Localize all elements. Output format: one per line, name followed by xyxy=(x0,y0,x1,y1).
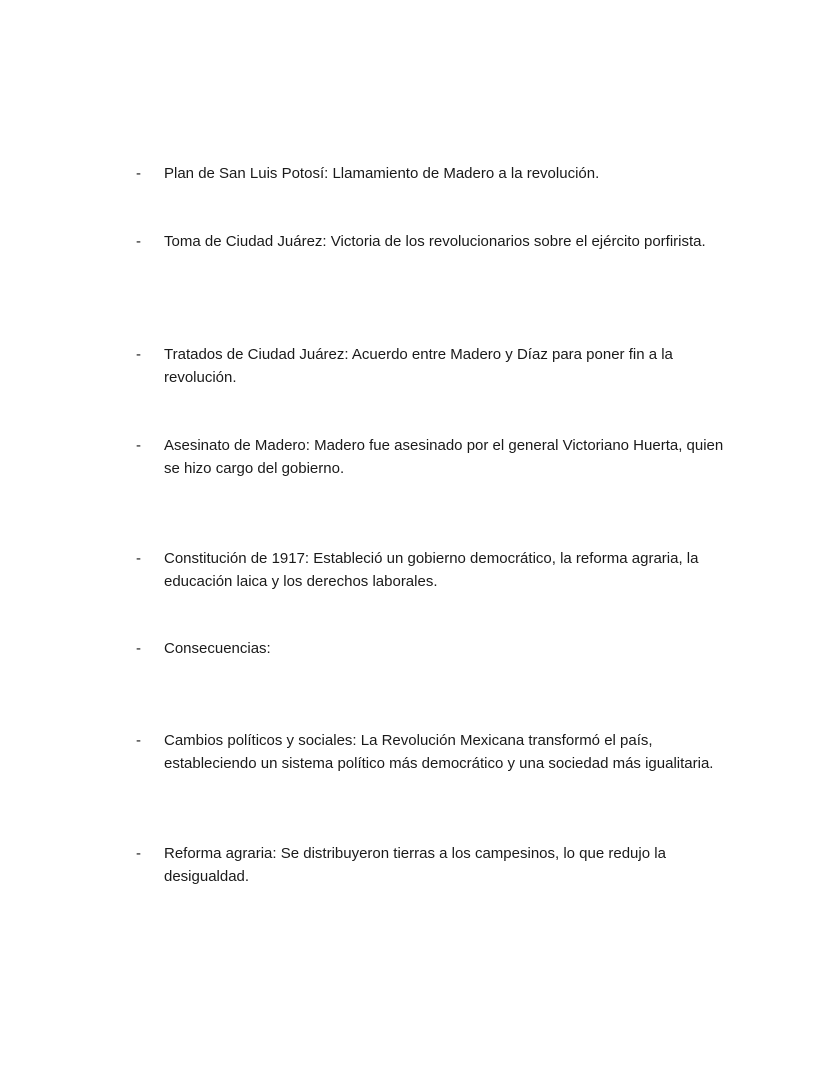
list-item xyxy=(136,842,726,888)
bullet-dash: - xyxy=(136,346,141,363)
bullet-dash: - xyxy=(136,233,141,250)
bullet-dash: - xyxy=(136,165,141,182)
list-item-text: Asesinato de Madero: Madero fue asesinado por el general Victoriano Huerta, quien se hizo cargo del gobierno. xyxy=(164,437,724,477)
list-item-text: Tratados de Ciudad Juárez: Acuerdo entre Madero y Díaz para poner fin a la revolución. xyxy=(164,346,673,386)
list-item-text: Toma de Ciudad Juárez: Victoria de los revolucionarios sobre el ejército porfirista. xyxy=(164,233,706,250)
bullet-dash: - xyxy=(136,732,141,749)
list-item xyxy=(136,162,726,185)
bullet-dash: - xyxy=(136,640,141,657)
list-item xyxy=(136,343,726,389)
list-item xyxy=(136,230,726,253)
bullet-dash: - xyxy=(136,437,141,454)
list-item-text: Plan de San Luis Potosí: Llamamiento de Madero a la revolución. xyxy=(164,165,600,182)
list-item-text: Reforma agraria: Se distribuyeron tierras a los campesinos, lo que redujo la desigualdad. xyxy=(164,845,666,885)
list-item xyxy=(136,729,726,775)
list-item-text: Consecuencias: xyxy=(164,640,271,657)
list-item xyxy=(136,637,726,660)
list-item-text: Cambios políticos y sociales: La Revolución Mexicana transformó el país, estableciendo un sistema político más democrático y una sociedad más igualitaria. xyxy=(164,732,714,772)
list-item-text: Constitución de 1917: Estableció un gobierno democrático, la reforma agraria, la educación laica y los derechos laborales. xyxy=(164,550,699,590)
list-item xyxy=(136,434,726,480)
bullet-dash: - xyxy=(136,550,141,567)
list-item xyxy=(136,547,726,593)
bullet-dash: - xyxy=(136,845,141,862)
